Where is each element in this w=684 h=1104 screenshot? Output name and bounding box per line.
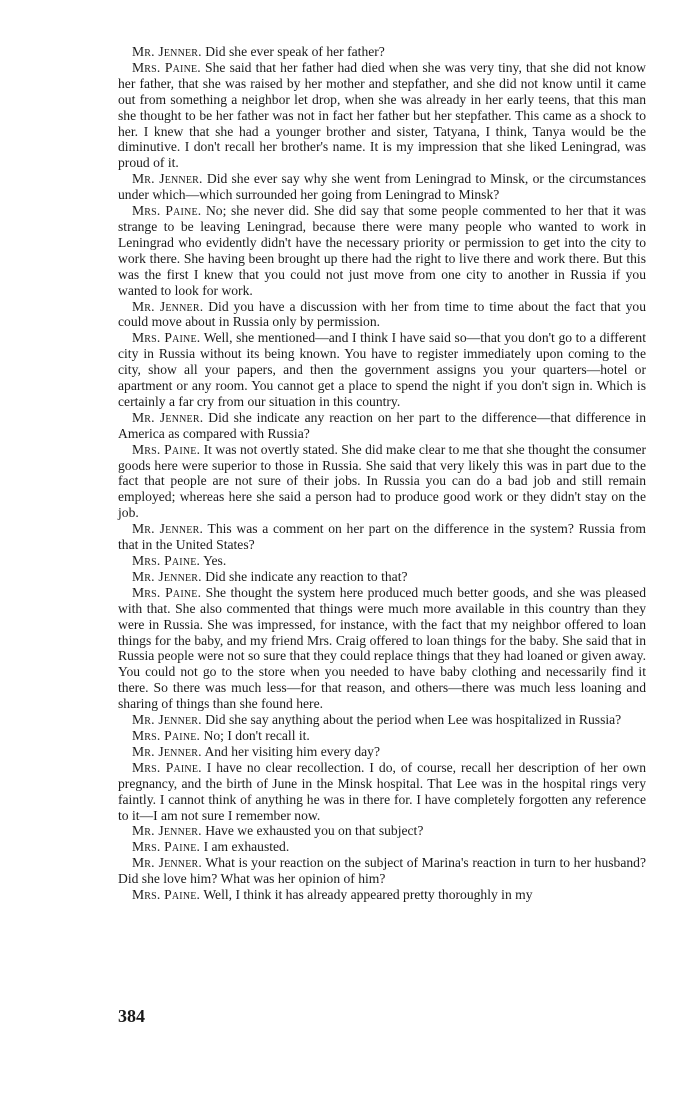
- testimony-text: It was not overtly stated. She did make clear to me that she thought the consumer goods here were superior to those in Russia. She said that very likely this was in part due to the fact that people are not sure of their jobs. In Russia you can do a bad job and still remain employed; whereas here she said a person had to produce good work or they didn't stay on the job.: [118, 441, 647, 521]
- testimony-text: What is your reaction on the subject of Marina's reaction in turn to her husband? Did she love him? What was her opinion of him?: [118, 855, 646, 887]
- testimony-text: No; she never did. She did say that some people commented to her that it was strange to be leaving Leningrad, because there were many people who wanted to work in Leningrad who evidently didn't have the necessary priority or permission to get into the city to work there. She having been brought up there had the right to live there and work there. But this was the first I knew that you could not just move from one city to another in Russia if you wanted to look for work.: [118, 203, 646, 298]
- speaker-name: Mrs. Paine.: [132, 759, 202, 775]
- testimony-text: Well, she mentioned—and I think I have said so—that you don't go to a different city in Russia without its being known. You have to register immediately upon coming to the city, show all your papers, and then the government assigns you your quarters—hotel or apartment or any room. You cannot get a place to spend the night if you don't sign in. Which is certainly a far cry from our situation in this country.: [118, 330, 646, 409]
- testimony-paragraph: [118, 203, 646, 298]
- testimony-text: And her visiting him every day?: [204, 743, 380, 759]
- testimony-text: No; I don't recall it.: [203, 727, 310, 743]
- speaker-name: Mrs. Paine.: [132, 839, 201, 855]
- testimony-paragraph: [118, 299, 646, 331]
- speaker-name: Mr. Jenner.: [132, 409, 204, 425]
- testimony-text: Yes.: [203, 553, 227, 568]
- page-number: 384: [118, 1006, 145, 1026]
- testimony-paragraph: [118, 44, 646, 60]
- testimony-text: Have we exhausted you on that subject?: [205, 823, 424, 839]
- speaker-name: Mr. Jenner.: [132, 521, 204, 537]
- speaker-name: Mr. Jenner.: [132, 171, 203, 187]
- testimony-paragraph: [118, 410, 646, 442]
- speaker-name: Mrs. Paine.: [132, 330, 201, 346]
- testimony-paragraph: [118, 728, 646, 744]
- testimony-paragraph: [118, 760, 646, 824]
- testimony-paragraph: [118, 887, 646, 903]
- speaker-name: Mrs. Paine.: [132, 441, 201, 457]
- testimony-paragraph: [118, 521, 646, 553]
- speaker-name: Mr. Jenner.: [132, 44, 202, 59]
- speaker-name: Mrs. Paine.: [132, 553, 201, 568]
- speaker-name: Mrs. Paine.: [132, 727, 201, 743]
- testimony-text: This was a comment on her part on the difference in the system? Russia from that in the United States?: [118, 521, 646, 553]
- testimony-text: Did she indicate any reaction on her part to the difference—that difference in America as compared with Russia?: [118, 409, 647, 441]
- testimony-paragraph: [118, 712, 646, 728]
- speaker-name: Mrs. Paine.: [132, 584, 202, 600]
- testimony-text: Did she say anything about the period when Lee was hospitalized in Russia?: [205, 712, 622, 728]
- testimony-paragraph: [118, 839, 646, 855]
- speaker-name: Mr. Jenner.: [132, 298, 204, 314]
- testimony-text: Well, I think it has already appeared pretty thoroughly in my: [203, 887, 533, 903]
- speaker-name: Mr. Jenner.: [132, 855, 203, 871]
- testimony-paragraph: [118, 569, 646, 585]
- speaker-name: Mrs. Paine.: [132, 203, 202, 219]
- testimony-text: She thought the system here produced much better goods, and she was pleased with that. She also commented that things were much more available in this country than they were in Russia. She was impressed, for instance, with the fact that my neighbor offered to loan things for the baby, and my friend Mrs. Craig offered to loan things for the baby. She said that in Russia people were not so sure that they could replace things that they had loaned or given away. You could not go to the store when you needed to have baby clothing and necessarily find it there. So there was much less—for that reason, and others—there was much less loaning and sharing of things than she found here.: [118, 584, 647, 712]
- testimony-paragraph: [118, 330, 646, 410]
- testimony-paragraph: [118, 553, 646, 569]
- testimony-text: I have no clear recollection. I do, of course, recall her description of her own pregnancy, and the birth of June in the Minsk hospital. That Lee was in the hospital rings very faintly. I cannot think of anything he was in there for. I have completely forgotten any reference to it—I am not sure I remember now.: [118, 759, 646, 823]
- testimony-paragraph: [118, 60, 646, 171]
- speaker-name: Mr. Jenner.: [132, 823, 202, 839]
- speaker-name: Mr. Jenner.: [132, 712, 202, 728]
- testimony-paragraph: [118, 855, 646, 887]
- testimony-paragraph: [118, 442, 646, 522]
- testimony-text: Did you have a discussion with her from time to time about the fact that you could move about in Russia only by permission.: [118, 298, 646, 330]
- testimony-text: I am exhausted.: [203, 839, 290, 855]
- testimony-text: Did she ever speak of her father?: [205, 44, 385, 59]
- testimony-text: Did she indicate any reaction to that?: [205, 568, 408, 584]
- testimony-text: Did she ever say why she went from Leningrad to Minsk, or the circumstances under which—which surrounded her going from Leningrad to Minsk?: [118, 171, 646, 203]
- testimony-paragraph: [118, 585, 646, 712]
- transcript-body: [118, 44, 646, 903]
- speaker-name: Mr. Jenner.: [132, 743, 202, 759]
- testimony-paragraph: [118, 171, 646, 203]
- testimony-text: She said that her father had died when she was very tiny, that she did not know her father, that she was raised by her mother and stepfather, and she did not know until it came out from something a neighbor let drop, when she was already in her early teens, that this man she thought to be her father was not in fact her father but her stepfather. This came as a shock to her. I knew that she had a younger brother and sister, Tatyana, I think, Tanya would be the diminutive. I don't recall her brother's name. It is my impression that she liked Leningrad, was proud of it.: [118, 59, 646, 171]
- speaker-name: Mrs. Paine.: [132, 59, 201, 75]
- speaker-name: Mr. Jenner.: [132, 568, 202, 584]
- speaker-name: Mrs. Paine.: [132, 887, 201, 903]
- testimony-paragraph: [118, 744, 646, 760]
- testimony-paragraph: [118, 823, 646, 839]
